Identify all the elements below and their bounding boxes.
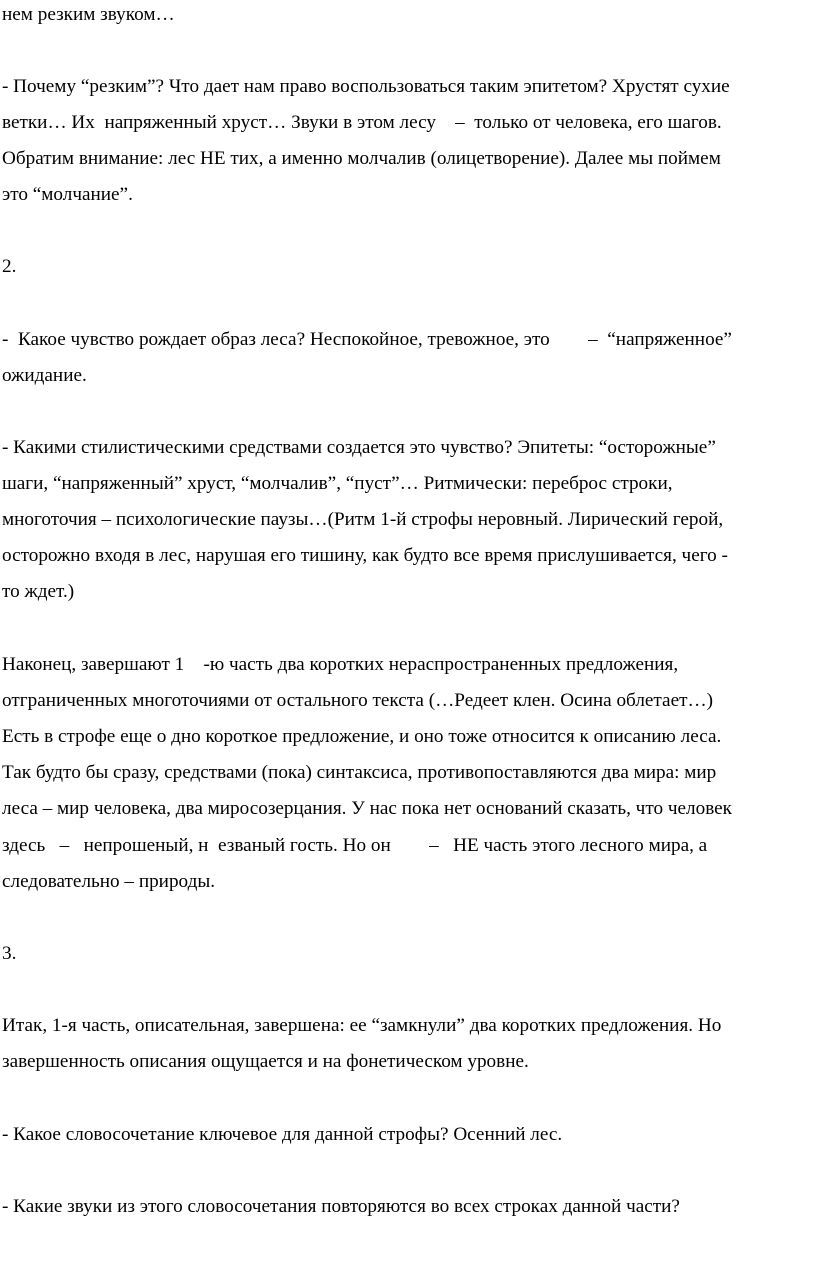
- text-line: Есть в строфе еще о дно короткое предложение, и оно тоже относится к описанию леса.: [2, 726, 722, 747]
- text-line: многоточия – психологические паузы…(Ритм 1-й строфы неровный. Лирический герой,: [2, 509, 724, 530]
- text-line: - Почему “резким”? Что дает нам право воспользоваться таким эпитетом? Хрустят сухие: [2, 76, 730, 97]
- text-line: Наконец, завершают 1 -ю часть два коротких нераспространенных предложения,: [2, 654, 679, 675]
- text-line: Так будто бы сразу, средствами (пока) синтаксиса, противопоставляются два мира: мир: [2, 762, 717, 783]
- text-line: это “молчание”.: [2, 184, 133, 205]
- text-line: шаги, “напряженный” хруст, “молчалив”, “пуст”… Ритмически: переброс строки,: [2, 473, 673, 494]
- text-line: Итак, 1-я часть, описательная, завершена: ее “замкнули” два коротких предложения. Но: [2, 1015, 722, 1036]
- text-line: леса – мир человека, два миросозерцания. У нас пока нет оснований сказать, что человек: [2, 798, 732, 819]
- text-line: завершенность описания ощущается и на фонетическом уровне.: [2, 1051, 529, 1072]
- text-line: осторожно входя в лес, нарушая его тишину, как будто все время прислушивается, чего -: [2, 545, 728, 566]
- text-line: - Какие звуки из этого словосочетания повторяются во всех строках данной части?: [2, 1196, 680, 1217]
- text-line: нем резким звуком…: [2, 4, 175, 25]
- text-line: - Какое чувство рождает образ леса? Неспокойное, тревожное, это – “напряженное”: [2, 329, 732, 350]
- text-line: отграниченных многоточиями от остального текста (…Редеет клен. Осина облетает…): [2, 690, 714, 711]
- text-line: то ждет.): [2, 581, 75, 602]
- text-line: следовательно – природы.: [2, 871, 216, 892]
- text-line: Обратим внимание: лес НЕ тих, а именно молчалив (олицетворение). Далее мы поймем: [2, 148, 721, 169]
- text-line: ожидание.: [2, 365, 87, 386]
- text-line: - Какими стилистическими средствами создается это чувство? Эпитеты: “осторожные”: [2, 437, 716, 458]
- section-number: 3.: [2, 943, 17, 964]
- text-line: - Какое словосочетание ключевое для данной строфы? Осенний лес.: [2, 1124, 563, 1145]
- text-line: здесь – непрошеный, н езваный гость. Но он – НЕ часть этого лесного мира, а: [2, 835, 708, 856]
- text-line: ветки… Их напряженный хруст… Звуки в этом лесу – только от человека, его шагов.: [2, 112, 722, 133]
- section-number: 2.: [2, 256, 17, 277]
